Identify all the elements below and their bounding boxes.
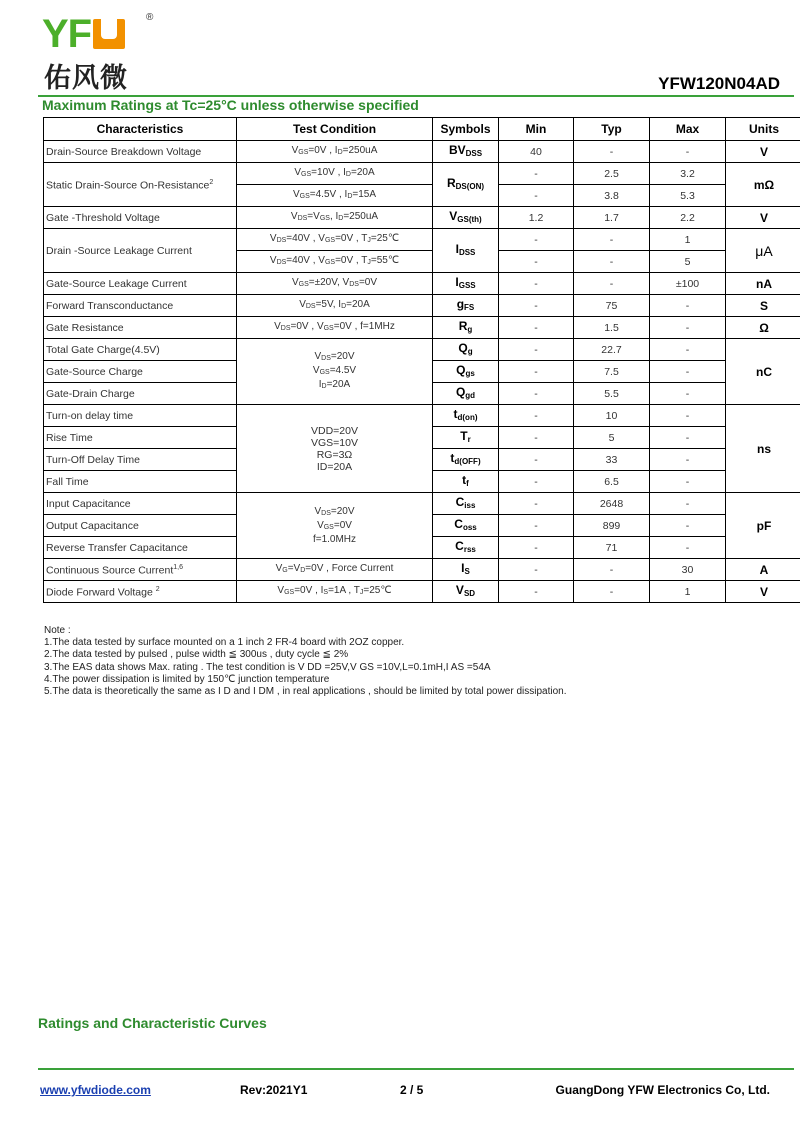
unit-cell: ns <box>726 405 800 493</box>
symbol-cell: $I_S$ <box>433 559 499 581</box>
char-cell: Turn-on delay time <box>44 405 237 427</box>
max-cell: 5.3 <box>650 185 726 207</box>
unit-cell: mΩ <box>726 163 800 207</box>
max-cell: - <box>650 449 726 471</box>
unit-cell: V <box>726 207 800 229</box>
notes <box>44 625 567 698</box>
max-cell: 1 <box>650 229 726 251</box>
max-cell: - <box>650 339 726 361</box>
unit-cell: pF <box>726 493 800 559</box>
symbol-cell: $V_{GS(th)}$ <box>433 207 499 229</box>
header-test-condition: Test Condition <box>237 118 433 141</box>
max-cell: - <box>650 361 726 383</box>
typ-cell: - <box>574 581 650 603</box>
typ-cell: - <box>574 273 650 295</box>
symbol-cell: $R_{DS(ON)}$ <box>433 163 499 207</box>
min-cell: - <box>499 295 574 317</box>
header-min: Min <box>499 118 574 141</box>
min-cell: 40 <box>499 141 574 163</box>
min-cell: - <box>499 405 574 427</box>
min-cell: - <box>499 515 574 537</box>
min-cell: - <box>499 339 574 361</box>
max-cell: ±100 <box>650 273 726 295</box>
typ-cell: 75 <box>574 295 650 317</box>
min-cell: - <box>499 471 574 493</box>
symbol-cell: $I_{DSS}$ <box>433 229 499 273</box>
min-cell: - <box>499 163 574 185</box>
char-cell: Gate-Drain Charge <box>44 383 237 405</box>
symbol-cell: $t_f$ <box>433 471 499 493</box>
table-row <box>44 273 800 295</box>
char-cell: Drain-Source Breakdown Voltage <box>44 141 237 163</box>
min-cell: - <box>499 427 574 449</box>
symbol-cell: $T_r$ <box>433 427 499 449</box>
section-title: Maximum Ratings at Tc=25°C unless otherwise specified <box>42 97 419 113</box>
char-cell: Continuous Source Current$^{1,6}$ <box>44 559 237 581</box>
condition-cell: $V_{GS}=\pm 20V$, $V_{DS}=0V$ <box>237 273 433 295</box>
table-row <box>44 493 800 515</box>
max-cell: - <box>650 493 726 515</box>
unit-cell: V <box>726 141 800 163</box>
symbol-cell: $C_{oss}$ <box>433 515 499 537</box>
table-row <box>44 229 800 251</box>
note-line: 1.The data tested by surface mounted on a 1 inch 2 FR-4 board with 2OZ copper. <box>44 637 405 649</box>
symbol-cell: $I_{GSS}$ <box>433 273 499 295</box>
unit-cell: nC <box>726 339 800 405</box>
typ-cell: 1.7 <box>574 207 650 229</box>
note-line: 3.The EAS data shows Max. rating . The test condition is V DD =25V,V GS =10V,L=0.1mH,I AS =54A <box>44 661 491 673</box>
typ-cell: 2648 <box>574 493 650 515</box>
min-cell: - <box>499 581 574 603</box>
min-cell: - <box>499 559 574 581</box>
max-cell: 5 <box>650 251 726 273</box>
typ-cell: 5.5 <box>574 383 650 405</box>
max-cell: 1 <box>650 581 726 603</box>
symbol-cell: $C_{iss}$ <box>433 493 499 515</box>
typ-cell: 71 <box>574 537 650 559</box>
max-cell: - <box>650 317 726 339</box>
unit-cell: S <box>726 295 800 317</box>
curves-title: Ratings and Characteristic Curves <box>38 1015 267 1031</box>
table-row <box>44 163 800 185</box>
table-row <box>44 405 800 427</box>
typ-cell: - <box>574 229 650 251</box>
footer-divider <box>38 1068 794 1070</box>
unit-cell: nA <box>726 273 800 295</box>
condition-cell: $V_{DS}=20V$ $V_{GS}=4.5V$ $I_D=20A$ <box>237 339 433 405</box>
char-cell: Gate Resistance <box>44 317 237 339</box>
typ-cell: 899 <box>574 515 650 537</box>
unit-cell: μA <box>726 229 800 273</box>
max-cell: 30 <box>650 559 726 581</box>
table-row <box>44 317 800 339</box>
char-cell: Diode Forward Voltage $^2$ <box>44 581 237 603</box>
min-cell: - <box>499 185 574 207</box>
unit-cell: V <box>726 581 800 603</box>
char-cell: Gate-Source Leakage Current <box>44 273 237 295</box>
min-cell: - <box>499 537 574 559</box>
max-cell: - <box>650 515 726 537</box>
table-row <box>44 559 800 581</box>
min-cell: - <box>499 251 574 273</box>
max-cell: - <box>650 427 726 449</box>
note-line: 4.The power dissipation is limited by 150℃ junction temperature <box>44 673 330 685</box>
table-header-row <box>44 118 800 141</box>
min-cell: - <box>499 229 574 251</box>
max-cell: - <box>650 383 726 405</box>
table-row <box>44 141 800 163</box>
symbol-cell: $t_{d(on)}$ <box>433 405 499 427</box>
typ-cell: 7.5 <box>574 361 650 383</box>
char-cell: Turn-Off Delay Time <box>44 449 237 471</box>
typ-cell: 10 <box>574 405 650 427</box>
revision: Rev:2021Y1 <box>240 1083 308 1097</box>
company-name: GuangDong YFW Electronics Co, Ltd. <box>555 1083 770 1097</box>
max-cell: - <box>650 295 726 317</box>
unit-cell: Ω <box>726 317 800 339</box>
symbol-cell: $R_g$ <box>433 317 499 339</box>
registered-mark: ® <box>146 12 154 23</box>
condition-cell: $V_{GS}=4.5V$ , $I_D=15A$ <box>237 185 433 207</box>
symbol-cell: $g_{FS}$ <box>433 295 499 317</box>
char-cell: Gate -Threshold Voltage <box>44 207 237 229</box>
symbol-cell: $Q_{gs}$ <box>433 361 499 383</box>
logo-text: YF <box>42 14 125 54</box>
header-units: Units <box>726 118 800 141</box>
max-cell: - <box>650 471 726 493</box>
table-row <box>44 295 800 317</box>
condition-cell: $V_{DS}=0V$ , $V_{GS}=0V$ , f=1MHz <box>237 317 433 339</box>
ratings-table <box>43 117 800 603</box>
typ-cell: - <box>574 251 650 273</box>
typ-cell: 5 <box>574 427 650 449</box>
typ-cell: - <box>574 559 650 581</box>
min-cell: - <box>499 383 574 405</box>
condition-cell: VDD=20V VGS=10V RG=3Ω ID=20A <box>237 405 433 493</box>
typ-cell: 6.5 <box>574 471 650 493</box>
table-row <box>44 339 800 361</box>
company-logo <box>40 12 170 92</box>
char-cell: Forward Transconductance <box>44 295 237 317</box>
note-line: 2.The data tested by pulsed , pulse width ≦ 300us , duty cycle ≦ 2% <box>44 649 349 661</box>
typ-cell: 2.5 <box>574 163 650 185</box>
min-cell: - <box>499 449 574 471</box>
char-cell: Static Drain-Source On-Resistance$^2$ <box>44 163 237 207</box>
max-cell: - <box>650 405 726 427</box>
condition-cell: $V_G=V_D=0V$ , Force Current <box>237 559 433 581</box>
header-typ: Typ <box>574 118 650 141</box>
symbol-cell: $t_{d(OFF)}$ <box>433 449 499 471</box>
char-cell: Reverse Transfer Capacitance <box>44 537 237 559</box>
max-cell: - <box>650 141 726 163</box>
condition-cell: $V_{DS}=20V$ $V_{GS}=0V$ f=1.0MHz <box>237 493 433 559</box>
note-line: Note : <box>44 625 71 636</box>
min-cell: - <box>499 361 574 383</box>
note-line: 5.The data is theoretically the same as I D and I DM , in real applications , should be limited by total power dissipation. <box>44 686 567 698</box>
condition-cell: $V_{DS}=40V$ , $V_{GS}=0V$ , $T_J=25℃$ <box>237 229 433 251</box>
char-cell: Rise Time <box>44 427 237 449</box>
max-cell: 2.2 <box>650 207 726 229</box>
table-row <box>44 581 800 603</box>
unit-cell: A <box>726 559 800 581</box>
char-cell: Fall Time <box>44 471 237 493</box>
typ-cell: - <box>574 141 650 163</box>
symbol-cell: $V_{SD}$ <box>433 581 499 603</box>
typ-cell: 3.8 <box>574 185 650 207</box>
condition-cell: $V_{GS}=0V$ , $I_S=1A$ , $T_J=25℃$ <box>237 581 433 603</box>
symbol-cell: $BV_{DSS}$ <box>433 141 499 163</box>
header-symbols: Symbols <box>433 118 499 141</box>
typ-cell: 1.5 <box>574 317 650 339</box>
part-number: YFW120N04AD <box>658 74 780 93</box>
symbol-cell: $Q_g$ <box>433 339 499 361</box>
min-cell: - <box>499 273 574 295</box>
logo-u-mark <box>93 19 125 49</box>
table-row <box>44 207 800 229</box>
char-cell: Total Gate Charge(4.5V) <box>44 339 237 361</box>
char-cell: Drain -Source Leakage Current <box>44 229 237 273</box>
symbol-cell: $Q_{gd}$ <box>433 383 499 405</box>
char-cell: Gate-Source Charge <box>44 361 237 383</box>
min-cell: - <box>499 493 574 515</box>
header-characteristics: Characteristics <box>44 118 237 141</box>
condition-cell: $V_{DS}=40V$ , $V_{GS}=0V$ , $T_J=55℃$ <box>237 251 433 273</box>
condition-cell: $V_{DS}=5V$, $I_D=20A$ <box>237 295 433 317</box>
condition-cell: $V_{GS}=10V$ , $I_D=20A$ <box>237 163 433 185</box>
max-cell: - <box>650 537 726 559</box>
max-cell: 3.2 <box>650 163 726 185</box>
min-cell: 1.2 <box>499 207 574 229</box>
typ-cell: 33 <box>574 449 650 471</box>
min-cell: - <box>499 317 574 339</box>
char-cell: Input Capacitance <box>44 493 237 515</box>
char-cell: Output Capacitance <box>44 515 237 537</box>
website-link[interactable]: www.yfwdiode.com <box>40 1083 151 1097</box>
symbol-cell: $C_{rss}$ <box>433 537 499 559</box>
typ-cell: 22.7 <box>574 339 650 361</box>
condition-cell: $V_{GS}=0V$ , $I_D=250uA$ <box>237 141 433 163</box>
condition-cell: $V_{DS}=V_{GS}$, $I_D=250uA$ <box>237 207 433 229</box>
logo-chinese-name: 佑风微 <box>44 63 128 94</box>
page-number: 2 / 5 <box>400 1083 424 1097</box>
header-max: Max <box>650 118 726 141</box>
